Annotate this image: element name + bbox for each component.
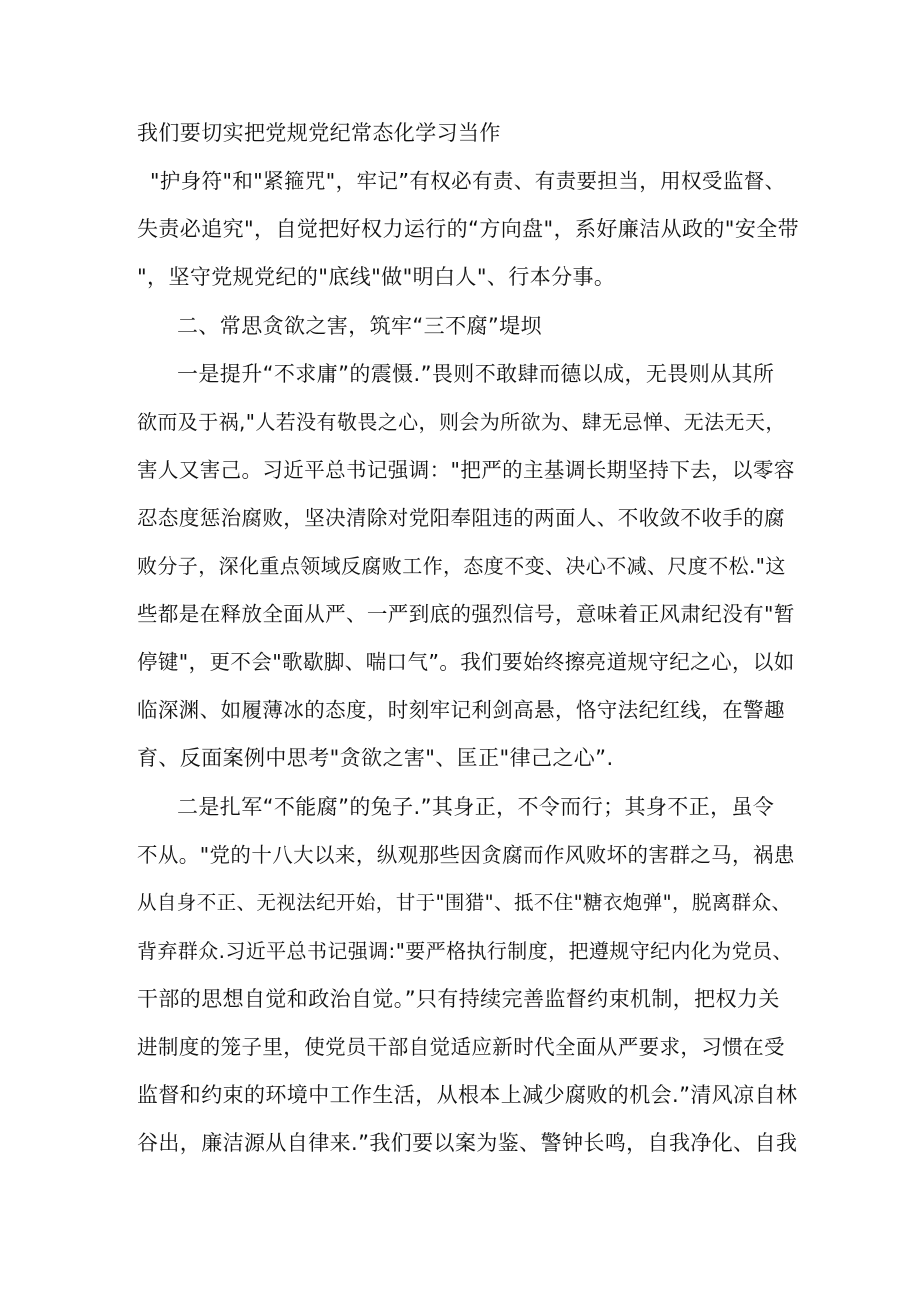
text-line: 些都是在释放全面从严、一严到底的强烈信号，意味着正风肃纪没有"暂 <box>137 602 795 626</box>
text-line: 监督和约束的环境中工作生活，从根本上减少腐败的机会.”清风凉自林 <box>137 1083 798 1107</box>
text-line: 停键"，更不会"歌歇脚、喘口气”。我们要始终擦亮道规守纪之心，以如 <box>137 650 795 674</box>
text-line: 育、反面案例中思考"贪欲之害"、匡正"律己之心”. <box>137 746 614 770</box>
text-line: "，坚守党规党纪的"底线"做"明白人"、行本分事。 <box>137 265 616 289</box>
text-line: 忍态度惩治腐败，坚决清除对党阳奉阻违的两面人、不收敛不收手的腐 <box>137 506 785 530</box>
text-line: 进制度的笼子里，使党员干部自觉适应新时代全面从严要求，习惯在受 <box>137 1035 785 1059</box>
text-line: 我们要切实把党规党纪常态化学习当作 <box>137 121 501 145</box>
text-line: 背弃群众.习近平总书记强调:"要严格执行制度，把遵规守纪内化为党员、 <box>137 939 793 963</box>
text-line: 害人又害己。习近平总书记强调："把严的主基调长期坚持下去，以零容 <box>137 458 795 482</box>
text-line: 不从。"党的十八大以来，纵观那些因贪腐而作风败坏的害群之马，祸患 <box>137 843 795 867</box>
text-line: 二是扎军“不能腐”的兔子.”其身正，不令而行；其身不正，虽令 <box>177 795 775 819</box>
text-line: 一是提升“不求庸”的震慑.”畏则不敢肆而德以成，无畏则从其所 <box>177 362 775 386</box>
text-line: 失责必追究"，自觉把好权力运行的“方向盘"，系好廉洁从政的"安全带 <box>137 217 800 241</box>
text-line: 临深渊、如履薄冰的态度，时刻牢记利剑高悬，恪守法纪红线，在警趣 <box>137 698 785 722</box>
text-line: 欲而及于祸,"人若没有敬畏之心，则会为所欲为、肆无忌惮、无法无天， <box>137 410 786 434</box>
text-line: 从自身不正、无视法纪开始，甘于"围猎"、抵不住"糖衣炮弹"，脱离群众、 <box>137 891 792 914</box>
text-line: 干部的思想自觉和政治自觉。”只有持续完善监督约束机制，把权力关 <box>137 987 780 1011</box>
text-line: "护身符"和"紧箍咒"，牢记”有权必有责、有责要担当，用权受监督、 <box>150 169 786 193</box>
text-line: 谷出，廉洁源从自律来.”我们要以案为鉴、警钟长鸣，自我净化、自我 <box>137 1131 798 1155</box>
text-line: 败分子，深化重点领域反腐败工作，态度不变、决心不减、尺度不松."这 <box>137 554 786 578</box>
section-heading: 二、常思贪欲之害，筑牢“三不腐”堤坝 <box>177 314 542 338</box>
